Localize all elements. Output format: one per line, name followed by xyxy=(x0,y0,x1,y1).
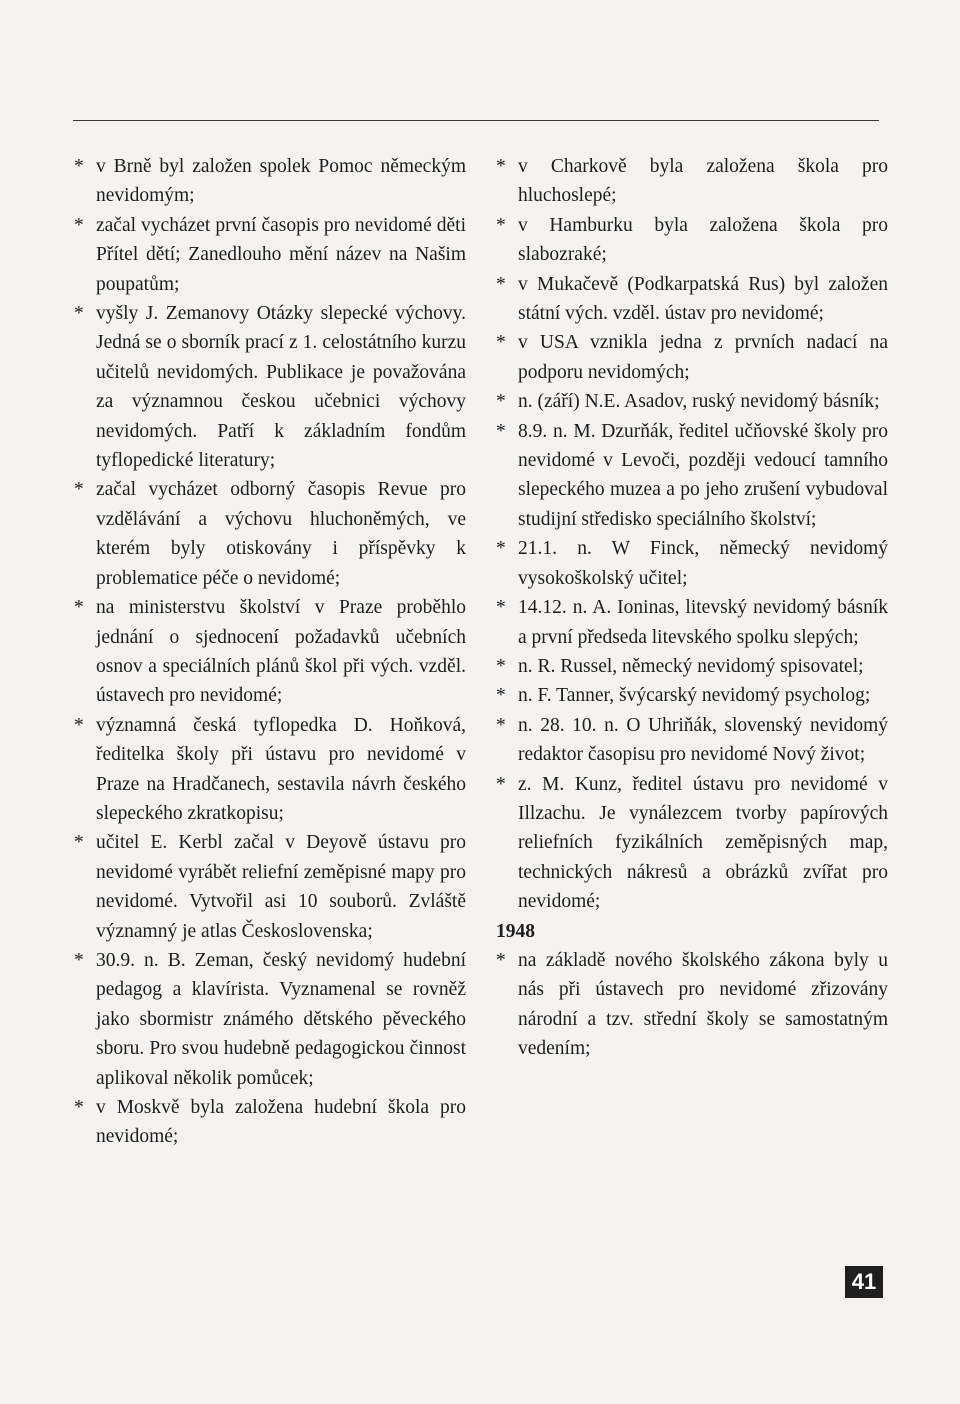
entry-text: začal vycházet odborný časopis Revue pro vzdělávání a výchovu hluchoněmých, ve kterém byly otiskovány i příspěvky k problematice péče o nevidomé; xyxy=(96,479,466,589)
left-entry xyxy=(74,299,466,475)
entry-text: 21.1. n. W Finck, německý nevidomý vysokoškolský učitel; xyxy=(518,538,888,589)
entry-text: významná česká tyflopedka D. Hoňková, ředitelka školy při ústavu pro nevidomé v Praze na Hradčanech, sestavila návrh českého slepeckého zkratkopisu; xyxy=(96,714,466,824)
right-entry xyxy=(496,387,888,416)
bullet-marker: * xyxy=(496,773,506,795)
year-entry xyxy=(496,946,888,1064)
entry-text: 8.9. n. M. Dzurňák, ředitel učňovské školy pro nevidomé v Levoči, později vedoucí tamního slepeckého muzea a po jeho zrušení vybudoval studijní středisko speciálního školství; xyxy=(518,420,888,530)
entry-text: v Mukačevě (Podkarpatská Rus) byl založen státní vých. vzděl. ústav pro nevidomé; xyxy=(518,273,888,325)
entry-text: na základě nového školského zákona byly u nás při ústavech pro nevidomé zřizovány národní a tzv. střední školy se samostatným vedením; xyxy=(518,949,888,1060)
bullet-marker: * xyxy=(74,479,84,501)
entry-text: vyšly J. Zemanovy Otázky slepecké výchovy. Jedná se o sborník prací z 1. celostátního kurzu učitelů nevidomých. Publikace je považována za významnou českou učebnici výchovy nevidomých. Patří k základním fondům tyflopedické literatury; xyxy=(96,303,466,472)
entry-text: 30.9. n. B. Zeman, český nevidomý hudební pedagog a klavírista. Vyznamenal se rovněž jako sbormistr známého dětského pěveckého sboru. Pro svou hudebně pedagogickou činnost aplikoval několik pomůcek; xyxy=(96,949,466,1089)
right-column xyxy=(496,152,888,1064)
left-entry xyxy=(74,475,466,593)
left-entry xyxy=(74,711,466,829)
right-entry xyxy=(496,152,888,211)
entry-text: učitel E. Kerbl začal v Deyově ústavu pro nevidomé vyrábět reliefní zeměpisné mapy pro nevidomé. Vytvořil asi 10 souborů. Zvláště významný je atlas Československa; xyxy=(96,832,466,942)
bullet-marker: * xyxy=(496,214,506,236)
bullet-marker: * xyxy=(496,273,506,295)
right-entry xyxy=(496,652,888,681)
right-entry xyxy=(496,770,888,917)
year-heading: 1948 xyxy=(496,920,535,942)
bullet-marker: * xyxy=(496,332,506,354)
left-entry xyxy=(74,593,466,711)
right-entry xyxy=(496,328,888,387)
bullet-marker: * xyxy=(496,949,506,971)
right-entry xyxy=(496,534,888,593)
bullet-marker: * xyxy=(74,949,84,971)
entry-text: v Hamburku byla založena škola pro slabozraké; xyxy=(518,214,888,266)
bullet-marker: * xyxy=(74,597,84,619)
page-number: 41 xyxy=(845,1266,883,1298)
entry-text: z. M. Kunz, ředitel ústavu pro nevidomé v Illzachu. Je vynálezcem tvorby papírových reliefních fyzikálních zeměpisných map, technických nákresů a obrázků zvířat pro nevidomé; xyxy=(518,773,888,913)
bullet-marker: * xyxy=(496,538,506,560)
entry-text: 14.12. n. A. Ioninas, litevský nevidomý básník a první předseda litevského spolku slepých; xyxy=(518,597,888,648)
right-entry xyxy=(496,711,888,770)
bullet-marker: * xyxy=(74,303,84,325)
right-entry xyxy=(496,211,888,270)
bullet-marker: * xyxy=(74,214,84,236)
entry-text: začal vycházet první časopis pro nevidomé děti Přítel dětí; Zanedlouho mění název na Našim poupatům; xyxy=(96,214,466,295)
bullet-marker: * xyxy=(74,156,84,177)
entry-text: na ministerstvu školství v Praze proběhlo jednání o sjednocení požadavků učebních osnov a speciálních plánů škol při vých. vzděl. ústavech pro nevidomé; xyxy=(96,597,466,707)
entry-text: n. R. Russel, německý nevidomý spisovatel; xyxy=(518,655,864,677)
entry-text: n. F. Tanner, švýcarský nevidomý psycholog; xyxy=(518,685,871,707)
entry-text: n. (září) N.E. Asadov, ruský nevidomý básník; xyxy=(518,391,880,413)
entry-text: v USA vznikla jedna z prvních nadací na podporu nevidomých; xyxy=(518,332,888,383)
left-entry xyxy=(74,152,466,211)
entry-text: v Brně byl založen spolek Pomoc německým nevidomým; xyxy=(96,156,466,207)
right-entry xyxy=(496,417,888,535)
bullet-marker: * xyxy=(496,655,506,677)
bullet-marker: * xyxy=(496,391,506,413)
entry-text: v Moskvě byla založena hudební škola pro nevidomé; xyxy=(96,1097,466,1148)
bullet-marker: * xyxy=(496,420,506,442)
bullet-marker: * xyxy=(74,714,84,736)
entry-text: n. 28. 10. n. O Uhriňák, slovenský nevidomý redaktor časopisu pro nevidomé Nový život; xyxy=(518,714,888,766)
left-entry xyxy=(74,946,466,1093)
left-column xyxy=(74,152,466,1152)
header-rule xyxy=(73,120,879,121)
bullet-marker: * xyxy=(496,156,506,177)
right-entry xyxy=(496,681,888,710)
right-entry xyxy=(496,593,888,652)
bullet-marker: * xyxy=(496,597,506,619)
left-entry xyxy=(74,828,466,946)
left-entry xyxy=(74,1093,466,1152)
right-entry xyxy=(496,270,888,329)
bullet-marker: * xyxy=(496,685,506,707)
bullet-marker: * xyxy=(496,714,506,736)
entry-text: v Charkově byla založena škola pro hluchoslepé; xyxy=(518,156,888,207)
bullet-marker: * xyxy=(74,1097,84,1118)
left-entry xyxy=(74,211,466,299)
bullet-marker: * xyxy=(74,832,84,854)
